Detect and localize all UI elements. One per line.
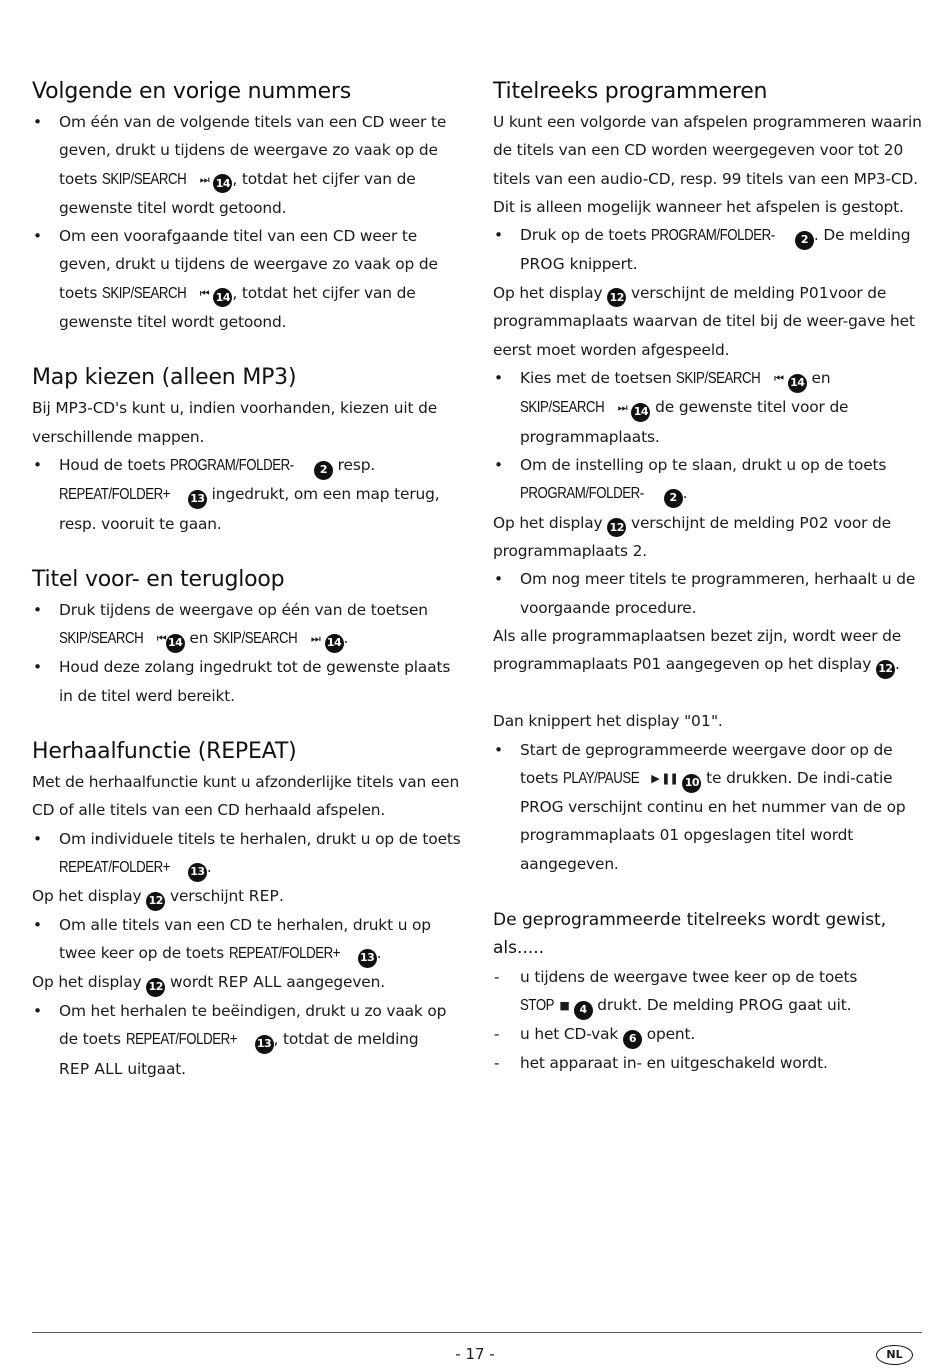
number-badge: 12 [876, 660, 895, 679]
number-badge: 10 [682, 774, 701, 793]
heading-repeat-function: Herhaalfunctie (REPEAT) [32, 739, 297, 765]
button-label-play-pause: PLAY/PAUSE [562, 769, 640, 787]
bullet: • [33, 600, 42, 619]
display-text: REP [248, 887, 280, 906]
number-badge: 2 [795, 231, 814, 250]
paragraph: Dan knippert het display "01". [493, 712, 723, 731]
list-item: • Om een voorafgaande titel van een CD weer te geven, drukt u tijdens de weergave zo vaak op de toets SKIP/SEARCH ⏮ 14 , totdat het cijfer van de gewenste titel wordt getoond. [32, 222, 464, 336]
list-item: • Houd deze zolang ingedrukt tot de gewenste plaats in de titel werd bereikt. [32, 653, 464, 710]
list-item: - u het CD-vak 6 opent. [493, 1020, 925, 1049]
dash-marker: - [494, 967, 500, 986]
display-text: P02 [799, 513, 829, 532]
dash-list [493, 963, 925, 1078]
button-label-stop: STOP [520, 996, 555, 1014]
bullet-list [32, 596, 464, 710]
bullet: • [33, 658, 42, 677]
button-label-program-folder: PROGRAM/FOLDER- [520, 485, 644, 503]
number-badge: 13 [358, 949, 377, 968]
button-label-program-folder: PROGRAM/FOLDER- [170, 456, 295, 474]
list-item: • Druk op de toets PROGRAM/FOLDER- 2 . De melding PROG knippert. [493, 221, 925, 279]
display-text: PROG [738, 995, 784, 1014]
paragraph: U kunt een volgorde van afspelen programmeren waarin de titels van een CD worden weergegeven voor tot 20 titels van een audio-CD, resp. 99 titels van een MP3-CD. Dit is alleen mogelijk wanneer het afspelen is gestopt. [493, 113, 922, 216]
button-label-skip-search: SKIP/SEARCH [101, 170, 187, 188]
skip-back-icon: ⏮ [156, 632, 166, 646]
button-label-skip-search: SKIP/SEARCH [520, 399, 605, 417]
bullet-list [493, 364, 925, 508]
list-item: - het apparaat in- en uitgeschakeld wordt. [493, 1049, 925, 1077]
heading-program-tracks: Titelreeks programmeren [493, 79, 768, 104]
bullet-list [32, 451, 464, 538]
bullet: • [33, 1002, 42, 1021]
bullet: • [33, 227, 42, 246]
bullet-list [493, 736, 925, 878]
display-text: PROG [520, 255, 565, 274]
skip-forward-icon: ⏭ [617, 401, 627, 415]
paragraph: Op het display 12 verschijnt de melding P01voor de programmaplaats waarvan de titel bij de weer-gave het eerst moet worden afgespeeld. [493, 283, 915, 359]
number-badge: 12 [607, 288, 626, 307]
paragraph: Met de herhaalfunctie kunt u afzonderlijke titels van een CD of alle titels van een CD herhaald afspelen. [32, 773, 460, 820]
number-badge: 14 [788, 374, 807, 393]
left-column [32, 76, 464, 1083]
list-item: • Start de geprogrammeerde weergave door op de toets PLAY/PAUSE ▶ ❚❚ 10 te drukken. De indi-catie PROG verschijnt continu en het nummer van de op programmaplaats 01 opgeslagen titel wordt aangegeven. [493, 736, 925, 878]
page-number: - 17 - [455, 1345, 495, 1363]
list-item: • Druk tijdens de weergave op één van de toetsen SKIP/SEARCH ⏮ 14 en SKIP/SEARCH ⏭ 14 . [32, 596, 464, 654]
list-item: • Om alle titels van een CD te herhalen, drukt u op twee keer op de toets REPEAT/FOLDER+ 13 . [32, 911, 464, 969]
paragraph: Op het display 12 verschijnt de melding P02 voor de programmaplaats 2. [493, 513, 891, 561]
list-item: • Houd de toets PROGRAM/FOLDER- 2 resp. REPEAT/FOLDER+ 13 ingedrukt, om een map terug, resp. vooruit te gaan. [32, 451, 464, 538]
display-text: P01 [799, 283, 829, 302]
list-item: • Om nog meer titels te programmeren, herhaalt u de voorgaande procedure. [493, 565, 925, 622]
list-item: • Om de instelling op te slaan, drukt u op de toets PROGRAM/FOLDER- 2 . [493, 451, 925, 509]
list-item: • Om één van de volgende titels van een CD weer te geven, drukt u tijdens de weergave zo vaak op de toets SKIP/SEARCH ⏭ 14 , totdat het cijfer van de gewenste titel wordt getoond. [32, 108, 464, 222]
skip-forward-icon: ⏭ [310, 632, 320, 646]
skip-forward-icon: ⏭ [199, 172, 209, 186]
list-item: - u tijdens de weergave twee keer op de toets STOP ■ 4 drukt. De melding PROG gaat uit. [493, 963, 925, 1021]
bullet: • [494, 740, 503, 759]
number-badge: 14 [213, 174, 232, 193]
button-label-repeat-folder: REPEAT/FOLDER+ [59, 486, 171, 504]
language-badge: NL [876, 1345, 913, 1365]
list-item: • Om het herhalen te beëindigen, drukt u zo vaak op de toets REPEAT/FOLDER+ 13 , totdat de melding REP ALL uitgaat. [32, 997, 464, 1083]
footer-divider [32, 1332, 922, 1333]
list-item: • Kies met de toetsen SKIP/SEARCH ⏮ 14 en SKIP/SEARCH ⏭ 14 de gewenste titel voor de programmaplaats. [493, 364, 925, 451]
right-column [493, 76, 925, 1077]
bullet-list [32, 825, 464, 883]
bullet: • [494, 226, 503, 245]
number-badge: 2 [664, 489, 683, 508]
button-label-skip-search: SKIP/SEARCH [676, 370, 761, 388]
dash-marker: - [494, 1053, 500, 1072]
bullet: • [33, 455, 42, 474]
number-badge: 14 [631, 403, 650, 422]
play-pause-icon: ▶ ❚❚ [651, 771, 678, 785]
button-label-repeat-folder: REPEAT/FOLDER+ [228, 945, 340, 963]
number-badge: 12 [607, 518, 626, 537]
skip-back-icon: ⏮ [199, 286, 209, 300]
number-badge: 4 [574, 1001, 593, 1020]
button-label-repeat-folder: REPEAT/FOLDER+ [125, 1031, 237, 1049]
bullet: • [33, 915, 42, 934]
bullet-list [32, 108, 464, 336]
button-label-skip-search: SKIP/SEARCH [101, 284, 187, 302]
bullet-list [493, 221, 925, 279]
button-label-repeat-folder: REPEAT/FOLDER+ [59, 858, 171, 876]
number-badge: 13 [255, 1035, 274, 1054]
number-badge: 13 [188, 490, 207, 509]
bullet: • [494, 455, 503, 474]
paragraph: Op het display 12 wordt REP ALL aangegeven. [32, 968, 464, 997]
button-label-skip-search: SKIP/SEARCH [213, 630, 298, 648]
paragraph: Bij MP3-CD's kunt u, indien voorhanden, kiezen uit de verschillende mappen. [32, 399, 438, 446]
display-text: 01 [691, 712, 711, 731]
display-text: REP ALL [217, 973, 282, 992]
number-badge: 13 [188, 863, 207, 882]
skip-back-icon: ⏮ [774, 372, 784, 386]
button-label-program-folder: PROGRAM/FOLDER- [651, 227, 776, 245]
number-badge: 6 [623, 1030, 642, 1049]
number-badge: 12 [146, 892, 165, 911]
bullet: • [33, 113, 42, 131]
bullet: • [494, 369, 503, 388]
heading-program-cleared: De geprogrammeerde titelreeks wordt gewist, als..... [493, 910, 887, 959]
bullet: • [494, 570, 503, 589]
display-text: REP ALL [59, 1059, 123, 1078]
paragraph: Als alle programmaplaatsen bezet zijn, wordt weer de programmaplaats P01 aangegeven op het display 12 . [493, 622, 925, 679]
bullet-list [493, 565, 925, 622]
number-badge: 14 [325, 634, 344, 653]
heading-folder-select: Map kiezen (alleen MP3) [32, 365, 297, 391]
bullet-list [32, 911, 464, 969]
number-badge: 2 [314, 461, 333, 480]
heading-next-previous-tracks: Volgende en vorige nummers [32, 79, 352, 104]
heading-fast-forward-rewind: Titel voor- en terugloop [32, 566, 285, 592]
bullet-list [32, 997, 464, 1083]
number-badge: 14 [213, 288, 232, 307]
bullet: • [33, 829, 42, 848]
button-label-skip-search: SKIP/SEARCH [59, 630, 144, 648]
paragraph: Op het display 12 verschijnt REP. [32, 882, 464, 911]
number-badge: 14 [166, 634, 185, 653]
number-badge: 12 [146, 978, 165, 997]
dash-marker: - [494, 1025, 500, 1044]
list-item: • Om individuele titels te herhalen, drukt u op de toets REPEAT/FOLDER+ 13 . [32, 825, 464, 883]
stop-icon: ■ [559, 998, 569, 1012]
